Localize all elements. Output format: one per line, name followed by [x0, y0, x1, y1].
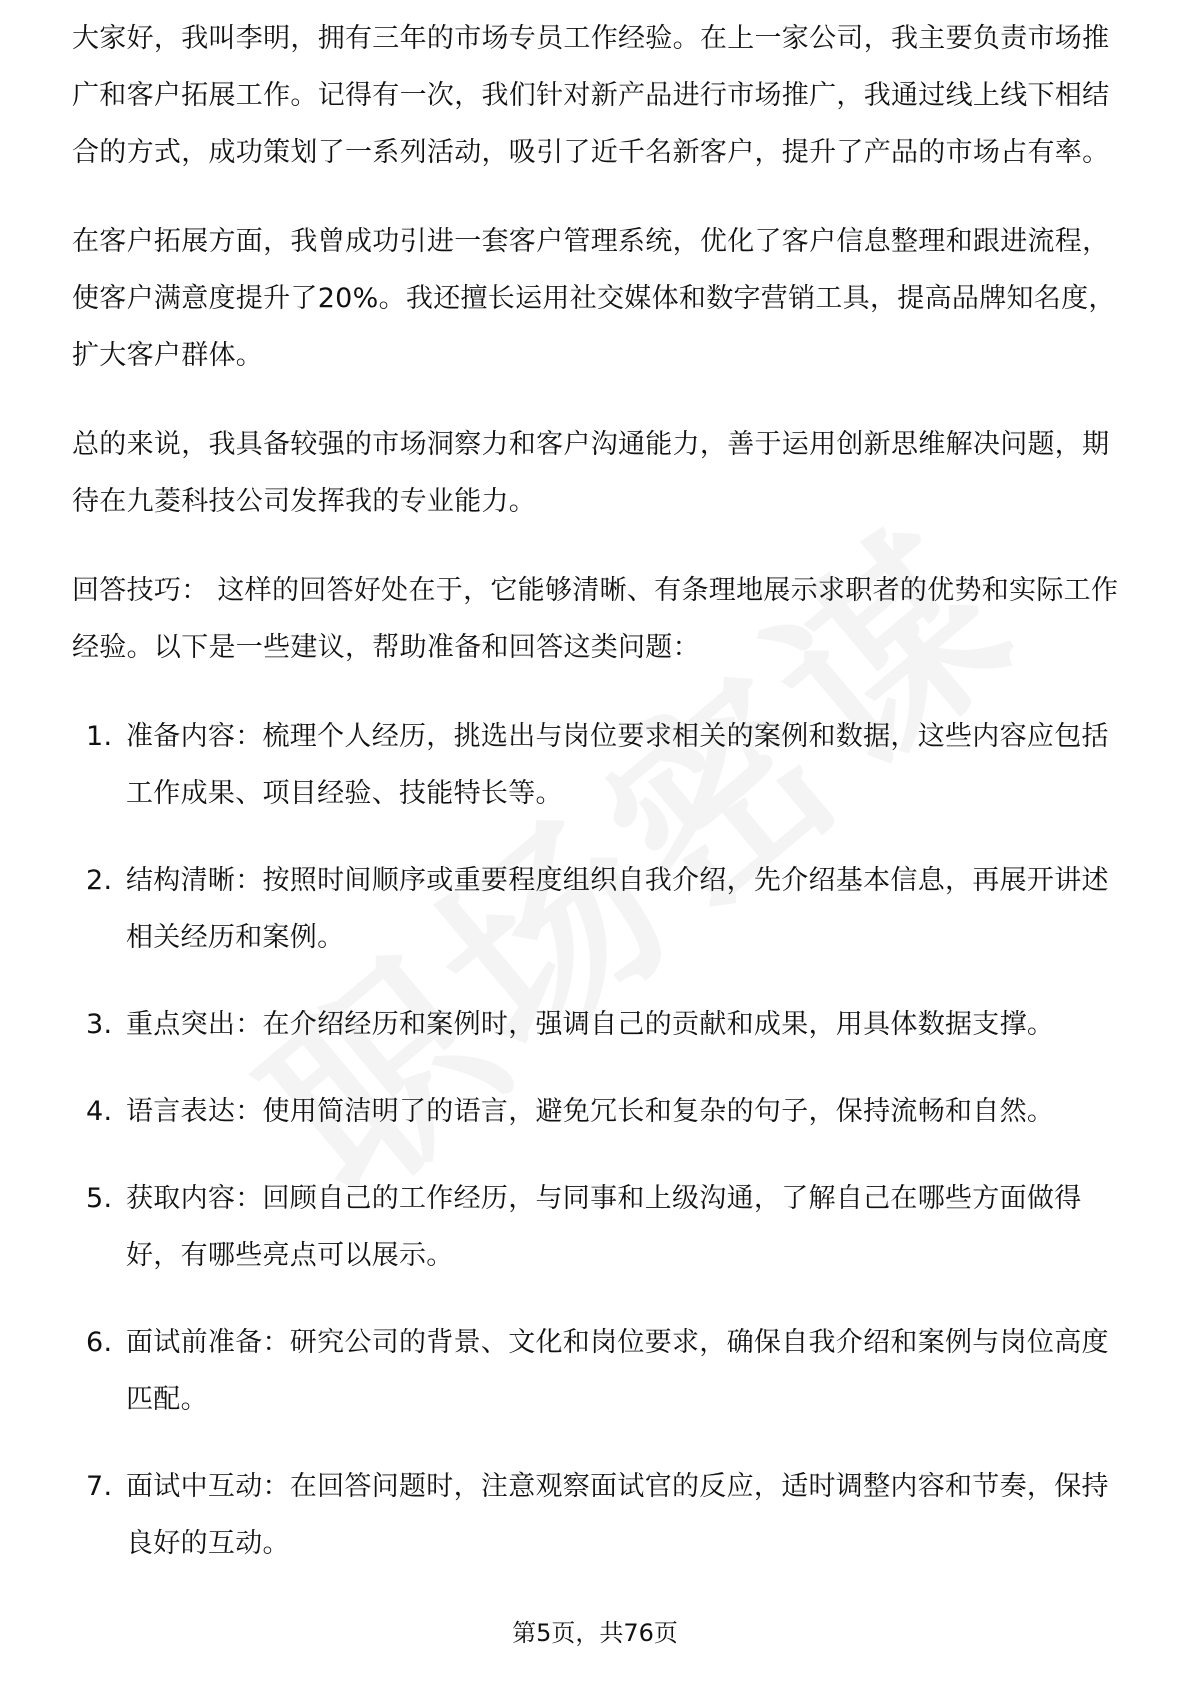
intro-paragraph-customer: 在客户拓展方面，我曾成功引进一套客户管理系统，优化了客户信息整理和跟进流程，使客户满意度提升了20%。我还擅长运用社交媒体和数字营销工具，提高品牌知名度，扩大客户群体。 — [72, 226, 1116, 371]
list-item-number: 5. — [86, 1183, 113, 1214]
answer-tips-intro: 回答技巧： 这样的回答好处在于，它能够清晰、有条理地展示求职者的优势和实际工作经验。以下是一些建议，帮助准备和回答这类问题： — [72, 575, 1119, 663]
intro-paragraph-experience: 大家好，我叫李明，拥有三年的市场专员工作经验。在上一家公司，我主要负责市场推广和客户拓展工作。记得有一次，我们针对新产品进行市场推广，我通过线上线下相结合的方式，成功策划了一系列活动，吸引了近千名新客户，提升了产品的市场占有率。 — [72, 23, 1110, 168]
list-item — [72, 996, 1122, 1053]
list-item-text: 重点突出：在介绍经历和案例时，强调自己的贡献和成果，用具体数据支撑。 — [126, 1009, 1055, 1040]
list-item — [72, 852, 1122, 966]
list-item-text: 面试前准备：研究公司的背景、文化和岗位要求，确保自我介绍和案例与岗位高度匹配。 — [126, 1327, 1109, 1415]
list-item-number: 3. — [86, 1009, 113, 1040]
list-item-number: 2. — [86, 865, 113, 896]
list-item — [72, 708, 1122, 822]
list-item-text: 面试中互动：在回答问题时，注意观察面试官的反应，适时调整内容和节奏，保持良好的互动。 — [126, 1471, 1109, 1559]
list-item — [72, 1314, 1122, 1428]
tips-list — [72, 708, 1122, 1572]
document-body — [72, 23, 1122, 1602]
list-item-text: 准备内容：梳理个人经历，挑选出与岗位要求相关的案例和数据，这些内容应包括工作成果、项目经验、技能特长等。 — [126, 721, 1109, 809]
list-item-number: 6. — [86, 1327, 113, 1358]
list-item — [72, 1458, 1122, 1572]
page-number-footer: 第5页，共76页 — [512, 1619, 678, 1647]
list-item — [72, 1083, 1122, 1140]
list-item-number: 7. — [86, 1471, 113, 1502]
list-item-text: 获取内容：回顾自己的工作经历，与同事和上级沟通，了解自己在哪些方面做得好，有哪些亮点可以展示。 — [126, 1183, 1082, 1271]
list-item — [72, 1170, 1122, 1284]
intro-paragraph-summary: 总的来说，我具备较强的市场洞察力和客户沟通能力，善于运用创新思维解决问题，期待在九菱科技公司发挥我的专业能力。 — [72, 429, 1110, 517]
list-item-number: 4. — [86, 1096, 113, 1127]
list-item-text: 结构清晰：按照时间顺序或重要程度组织自我介绍，先介绍基本信息，再展开讲述相关经历和案例。 — [126, 865, 1109, 953]
list-item-text: 语言表达：使用简洁明了的语言，避免冗长和复杂的句子，保持流畅和自然。 — [126, 1096, 1055, 1127]
list-item-number: 1. — [86, 721, 113, 752]
